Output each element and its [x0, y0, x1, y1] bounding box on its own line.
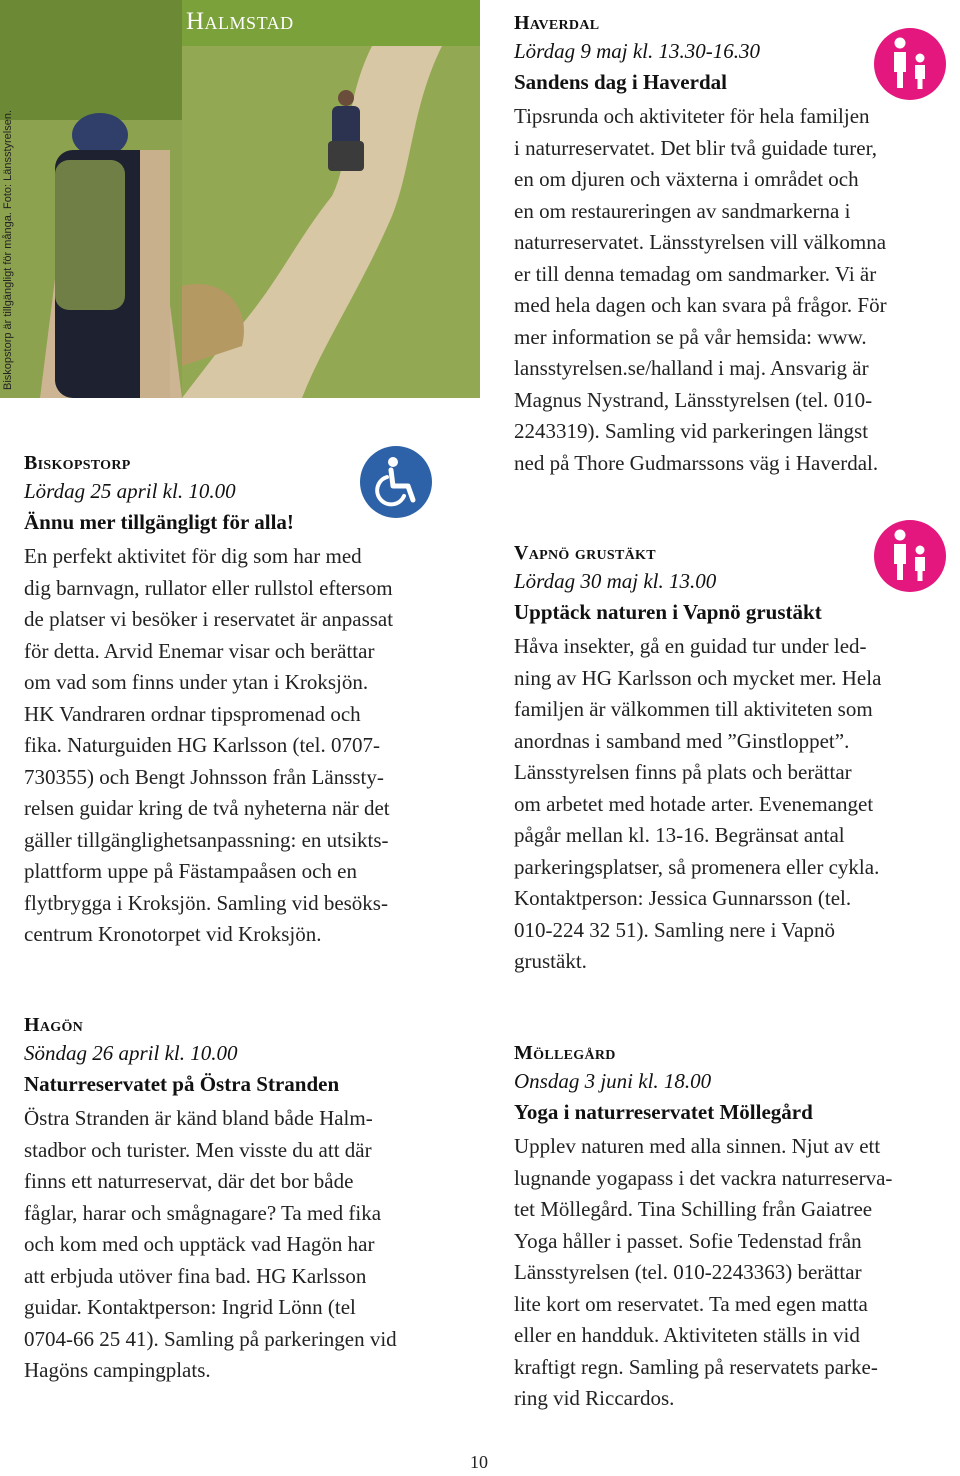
body-line: fika. Naturguiden HG Karlsson (tel. 0707- [24, 733, 380, 757]
body-line: anordnas i samband med ”Ginstloppet”. [514, 728, 850, 753]
family-icon [874, 28, 946, 100]
event-mollegard [514, 1042, 954, 1415]
body-line: Upplev naturen med alla sinnen. Njut av ett [514, 1134, 881, 1158]
body-line: lugnande yogapass i det vackra naturreserva- [514, 1165, 893, 1190]
body-line: stadbor och turister. Men visste du att där [24, 1137, 372, 1162]
body-line: grustäkt. [514, 949, 587, 973]
wheelchair-icon [360, 446, 432, 518]
body-line: HK Vandraren ordnar tipspromenad och [24, 701, 361, 726]
event-place: Vapnö grustäkt [514, 542, 656, 564]
body-line: ring vid Riccardos. [514, 1386, 675, 1410]
body-line: lite kort om reservatet. Ta med egen matta [514, 1291, 868, 1316]
body-line: Östra Stranden är känd bland både Halm- [24, 1106, 373, 1130]
body-line: parkeringsplatser, så promenera eller cykla. [514, 854, 880, 879]
event-title: Naturreservatet på Östra Stranden [24, 1072, 340, 1096]
body-line: flytbrygga i Kroksjön. Samling vid besöks- [24, 890, 388, 915]
body-line: fåglar, harar och smågnagare? Ta med fika [24, 1200, 382, 1225]
body-line: en om djuren och växterna i området och [514, 167, 859, 191]
body-line: relsen guidar kring de två nyheterna när det [24, 796, 390, 820]
trail-photo-art [182, 46, 480, 398]
event-body [24, 541, 464, 951]
page-number: 10 [470, 1452, 488, 1472]
body-line: 2243319). Samling vid parkeringen längst [514, 419, 869, 443]
event-date: Onsdag 3 juni kl. 18.00 [514, 1069, 712, 1093]
body-line: i naturreservatet. Det blir två guidade turer, [514, 135, 878, 160]
body-line: Länsstyrelsen (tel. 010-2243363) berättar [514, 1260, 862, 1284]
body-line: för detta. Arvid Enemar visar och berättar [24, 638, 375, 663]
event-place: Biskopstorp [24, 452, 131, 474]
body-line: Länsstyrelsen finns på plats och berättar [514, 760, 852, 784]
body-line: centrum Kronotorpet vid Kroksjön. [24, 922, 322, 946]
body-line: 730355) och Bengt Johnsson från Länssty- [24, 764, 384, 789]
body-line: ned på Thore Gudmarssons väg i Haverdal. [514, 450, 879, 475]
event-hagon [24, 1014, 464, 1387]
body-line: Yoga håller i passet. Sofie Tedenstad från [514, 1228, 862, 1253]
body-line: och kom med och upptäck vad Hagön har [24, 1232, 375, 1256]
body-line: Kontaktperson: Jessica Gunnarsson (tel. [514, 886, 852, 910]
body-line: mer information se på vår hemsida: www. [514, 324, 867, 349]
event-body [514, 631, 954, 978]
event-date: Söndag 26 april kl. 10.00 [24, 1041, 238, 1065]
event-date: Lördag 9 maj kl. 13.30-16.30 [514, 39, 760, 63]
body-line: med hela dagen och kan svara på frågor. För [514, 293, 887, 317]
body-line: naturreservatet. Länsstyrelsen vill välkomna [514, 230, 887, 254]
body-line: guidar. Kontaktperson: Ingrid Lönn (tel [24, 1295, 356, 1319]
event-place: Möllegård [514, 1042, 616, 1064]
event-place: Haverdal [514, 12, 600, 34]
event-body [514, 101, 954, 479]
body-line: om vad som finns under ytan i Kroksjön. [24, 670, 369, 694]
event-biskopstorp [24, 452, 464, 951]
body-line: ning av HG Karlsson och mycket mer. Hela [514, 665, 882, 690]
event-body [24, 1103, 464, 1387]
body-line: pågår mellan kl. 13-16. Begränsat antal [514, 823, 845, 847]
body-line: tet Möllegård. Tina Schilling från Gaiatree [514, 1197, 873, 1221]
event-title: Upptäck naturen i Vapnö grustäkt [514, 600, 822, 624]
event-title: Ännu mer tillgängligt för alla! [24, 510, 294, 534]
hero-photo [0, 0, 182, 398]
body-line: 0704-66 25 41). Samling på parkeringen vid [24, 1326, 397, 1351]
event-title: Sandens dag i Haverdal [514, 70, 727, 94]
event-title: Yoga i naturreservatet Möllegård [514, 1100, 813, 1124]
body-line: familjen är välkommen till aktiviteten som [514, 697, 873, 721]
body-line: finns ett naturreservat, där det bor både [24, 1169, 354, 1193]
body-line: dig barnvagn, rullator eller rullstol eftersom [24, 575, 393, 600]
body-line: att erbjuda utöver fina bad. HG Karlsson [24, 1263, 367, 1288]
body-line: 010-224 32 51). Samling nere i Vapnö [514, 917, 835, 942]
city-heading: Halmstad [186, 8, 294, 35]
event-date: Lördag 30 maj kl. 13.00 [514, 569, 717, 593]
path-photo [182, 46, 480, 398]
body-line: plattform uppe på Fästampaåsen och en [24, 859, 357, 883]
family-icon [874, 520, 946, 592]
event-place: Hagön [24, 1014, 84, 1036]
body-line: gäller tillgänglighetsanpassning: en utsikts- [24, 827, 389, 852]
body-line: en om restaureringen av sandmarkerna i [514, 198, 851, 223]
body-line: Magnus Nystrand, Länsstyrelsen (tel. 010- [514, 387, 873, 412]
body-line: eller en handduk. Aktiviteten ställs in vid [514, 1323, 860, 1347]
photo-credit: Biskopstorp är tillgängligt för många. Foto: Länsstyrelsen. [2, 109, 14, 390]
body-line: er till denna temadag om sandmarker. Vi är [514, 261, 877, 286]
body-line: kraftigt regn. Samling på reservatets parke- [514, 1354, 878, 1379]
event-date: Lördag 25 april kl. 10.00 [24, 479, 236, 503]
body-line: Tipsrunda och aktiviteter för hela familjen [514, 104, 870, 128]
event-vapno [514, 542, 954, 978]
body-line: lansstyrelsen.se/halland i maj. Ansvarig är [514, 356, 869, 380]
body-line: om arbetet med hotade arter. Evenemanget [514, 791, 874, 816]
hiker-photo-art [0, 0, 182, 398]
body-line: Hagöns campingplats. [24, 1358, 211, 1382]
body-line: En perfekt aktivitet för dig som har med [24, 544, 362, 568]
body-line: de platser vi besöker i reservatet är anpassat [24, 607, 394, 631]
event-body [514, 1131, 954, 1415]
body-line: Håva insekter, gå en guidad tur under led- [514, 634, 867, 658]
